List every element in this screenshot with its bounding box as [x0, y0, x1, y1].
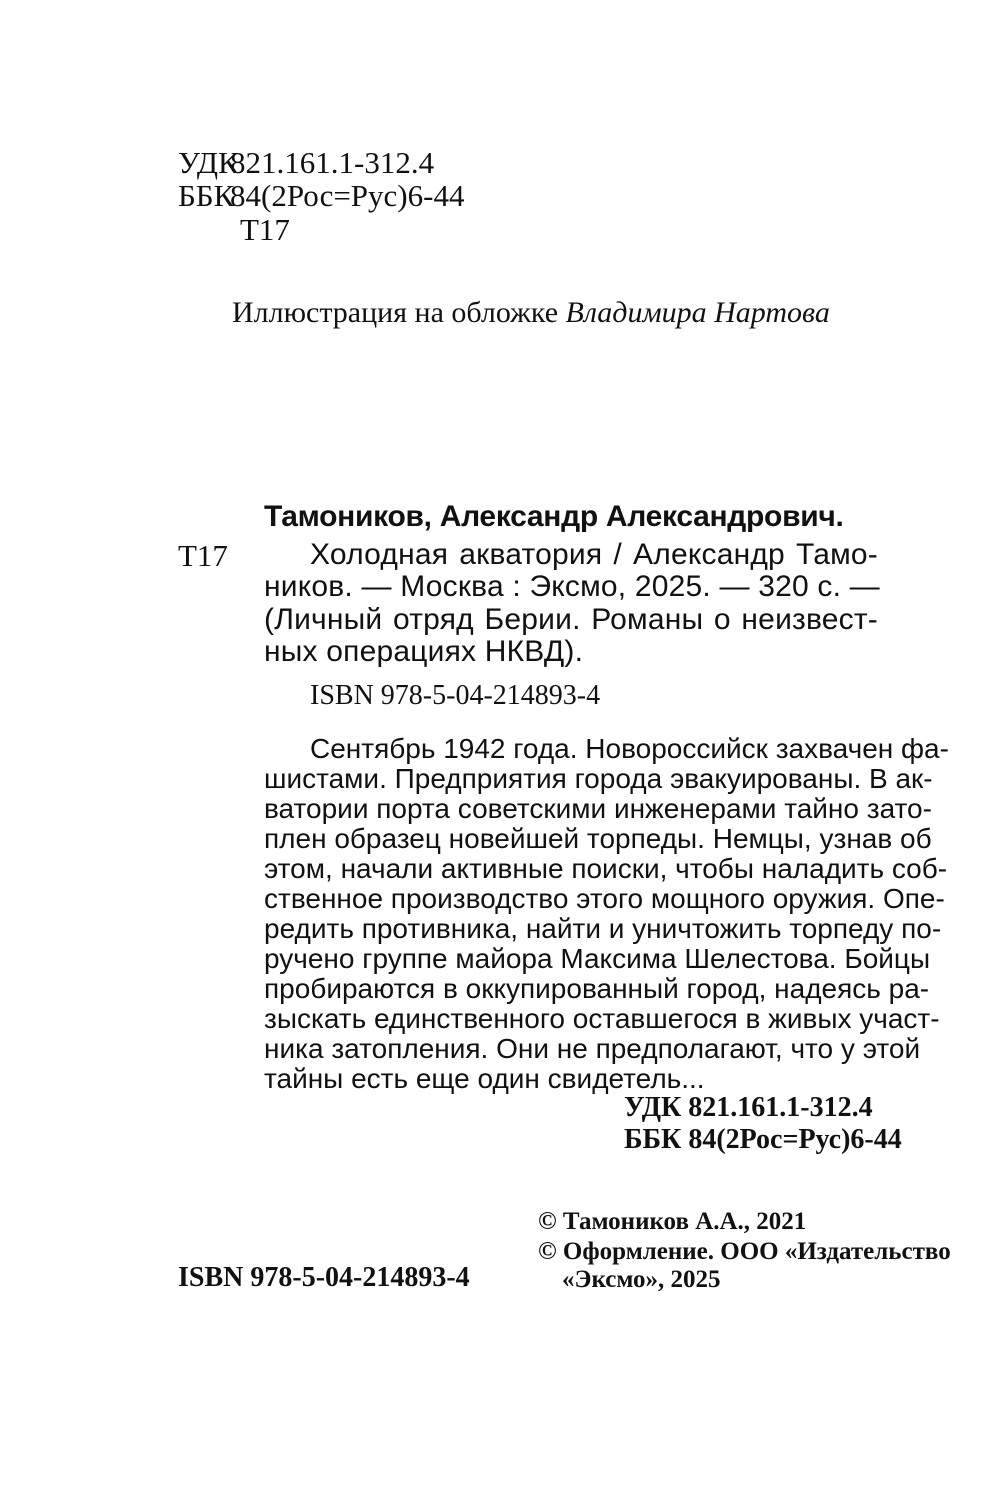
- udk-value: 821.161.1-312.4: [230, 145, 435, 180]
- annotation-line: этом, начали активные поиски, чтобы наладить соб-: [264, 853, 948, 884]
- bbk-value: 84(2Рос=Рус)6-44: [230, 178, 465, 213]
- bbk-card: ББК 84(2Рос=Рус)6-44: [624, 1124, 902, 1155]
- description-line: ников. — Москва : Эксмо, 2025. — 320 с. —: [264, 570, 880, 603]
- copyright-design-line2: «Эксмо», 2025: [562, 1266, 721, 1293]
- illustration-artist: Владимира Нартова: [565, 296, 830, 329]
- annotation-line: ватории порта советскими инженерами тайно зато-: [264, 793, 932, 824]
- author-heading: Тамоников, Александр Александрович.: [264, 500, 844, 533]
- bbk-label: ББК: [178, 178, 235, 213]
- annotation-line: тайны есть еще один свидетель...: [264, 1063, 705, 1094]
- copyright-author: © Тамоников А.А., 2021: [538, 1208, 807, 1235]
- annotation-line: пробираются в оккупированный город, надеясь ра-: [264, 973, 930, 1004]
- annotation-line: ручено группе майора Максима Шелестова. Бойцы: [264, 943, 931, 974]
- isbn-card: ISBN 978-5-04-214893-4: [310, 680, 601, 711]
- udk-card: УДК 821.161.1-312.4: [624, 1092, 873, 1123]
- annotation-line: шистами. Предприятия города эвакуированы. В ак-: [264, 763, 933, 794]
- annotation-line: редить противника, найти и уничтожить торпеду по-: [264, 913, 942, 944]
- annotation-line: ника затопления. Они не предполагают, что у этой: [264, 1033, 921, 1064]
- annotation-line: ственное производство этого мощного оружия. Опе-: [264, 883, 945, 914]
- bbk-top: [178, 175, 464, 217]
- description-line: Холодная акватория / Александр Тамо-: [310, 538, 878, 571]
- description-line: (Личный отряд Берии. Романы о неизвест-: [264, 603, 878, 636]
- author-mark-top: Т17: [240, 212, 290, 247]
- isbn-footer: ISBN 978-5-04-214893-4: [178, 1262, 470, 1293]
- illustration-credit: [232, 296, 830, 330]
- illustration-prefix: Иллюстрация на обложке: [232, 296, 559, 329]
- copyright-design-line1: © Оформление. ООО «Издательство: [538, 1238, 951, 1265]
- author-mark-card: Т17: [178, 538, 228, 573]
- udk-label: УДК: [178, 145, 239, 180]
- annotation-line: плен образец новейшей торпеды. Немцы, узнав об: [264, 823, 932, 854]
- description-line: ных операциях НКВД).: [264, 635, 584, 668]
- annotation-line: зыскать единственного оставшегося в живых участ-: [264, 1003, 940, 1034]
- annotation-line: Сентябрь 1942 года. Новороссийск захвачен фа-: [310, 733, 949, 764]
